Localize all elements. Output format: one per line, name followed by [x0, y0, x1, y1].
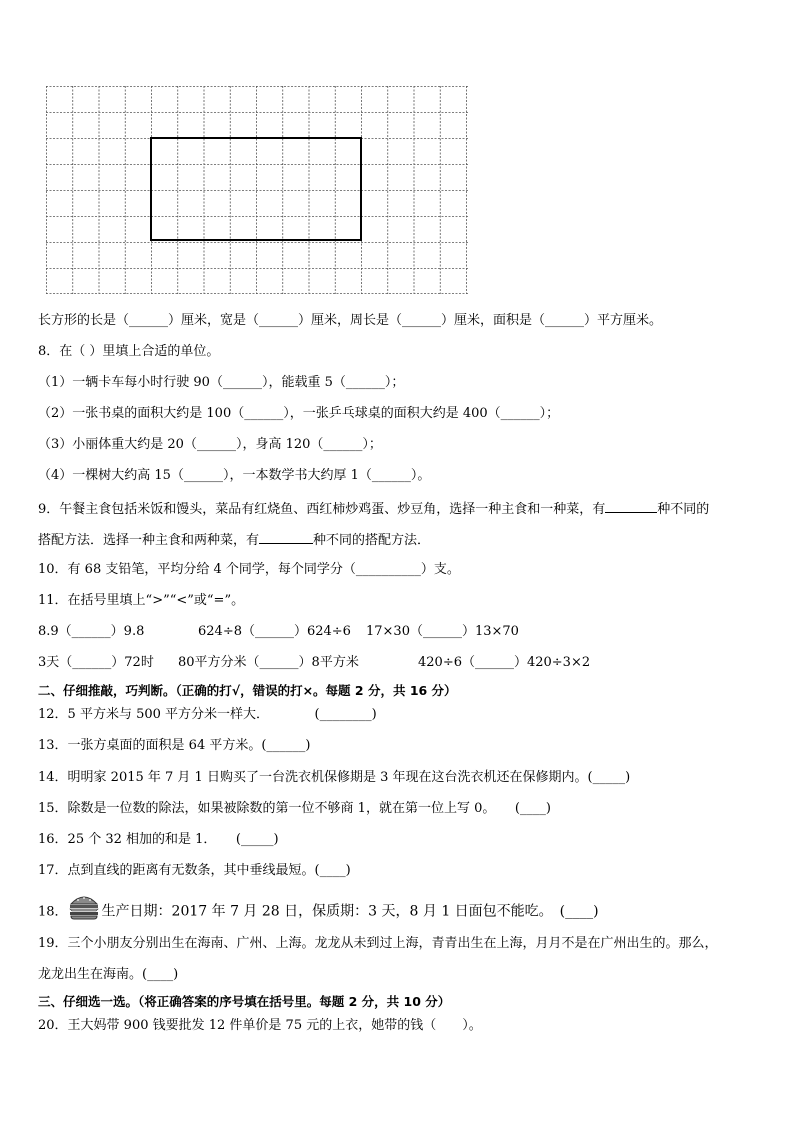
- q14-question: 14．明明家 2015 年 7 月 1 日购买了一台洗衣机保修期是 3 年现在这台洗衣机还在保修期内。(_____): [38, 770, 631, 785]
- q18-text: 生产日期：2017 年 7 月 28 日，保质期：3 天，8 月 1 日面包不能吃。 (____): [101, 903, 599, 920]
- q9-text-c: 搭配方法．选择一种主食和两种菜，有: [38, 533, 260, 548]
- q11-row-2: [38, 654, 590, 672]
- q11-row-1: [38, 623, 519, 641]
- q11-compare-1: 8.9（______）9.8: [38, 624, 145, 639]
- q15-question: 15．除数是一位数的除法，如果被除数的第一位不够商 1，就在第一位上写 0。 (____): [38, 801, 551, 816]
- q9-text-b: 种不同的: [657, 502, 710, 517]
- q9-line-2: [38, 530, 430, 550]
- q18-label: 18．: [38, 904, 68, 920]
- q12-question: 12．5 平方米与 500 平方分米一样大． (________): [38, 707, 377, 722]
- q13-question: 13．一张方桌面的面积是 64 平方米。(______): [38, 738, 311, 753]
- grid-rectangle-diagram: [46, 86, 468, 294]
- q9-blank-1[interactable]: [605, 499, 657, 513]
- q10-question: 10．有 68 支铅笔，平均分给 4 个同学，每个同学分（__________）支。: [38, 562, 460, 577]
- q8-item-2: （2）一张书桌的面积大约是 100（______），一张乒乓球桌的面积大约是 400（______）；: [38, 406, 560, 421]
- q19-line-2: 龙龙出生在海南。(____): [38, 967, 179, 982]
- grid-figure: [46, 86, 468, 298]
- burger-icon: [68, 892, 100, 932]
- q9-blank-2[interactable]: [259, 530, 313, 544]
- q9-line-1: [38, 499, 709, 519]
- section-3-heading: 三、仔细选一选。（将正确答案的序号填在括号里。每题 2 分，共 10 分）: [38, 994, 451, 1009]
- q11-compare-2: 624÷8（______）624÷6: [198, 624, 351, 639]
- q11-compare-5: 80平方分米（______）8平方米: [178, 655, 359, 670]
- q17-question: 17．点到直线的距离有无数条，其中垂线最短。(____): [38, 863, 351, 878]
- q11-compare-6: 420÷6（______）420÷3×2: [418, 655, 591, 670]
- q18-question: [38, 892, 599, 932]
- q19-line-1: 19．三个小朋友分别出生在海南、广州、上海。龙龙从未到过上海，青青出生在上海，月月不是在广州出生的。那么，: [38, 936, 718, 951]
- q16-question: 16．25 个 32 相加的和是 1． (_____): [38, 832, 279, 847]
- q8-item-3: （3）小丽体重大约是 20（______），身高 120（______）；: [38, 437, 382, 452]
- q8-item-4: （4）一棵树大约高 15（______），一本数学书大约厚 1（______）。: [38, 468, 431, 483]
- q7-question: 长方形的长是（______）厘米，宽是（______）厘米，周长是（______）厘米，面积是（______）平方厘米。: [38, 313, 663, 328]
- rectangle-shape: [151, 138, 361, 240]
- q20-question: 20．王大妈带 900 钱要批发 12 件单价是 75 元的上衣，她带的钱（ ）。: [38, 1018, 482, 1033]
- q11-title: 11．在括号里填上“>”“<”或“=”。: [38, 593, 245, 608]
- q11-compare-3: 17×30（______）13×70: [366, 624, 519, 639]
- q9-text-a: 9．午餐主食包括米饭和馒头，菜品有红烧鱼、西红柿炒鸡蛋、炒豆角，选择一种主食和一种菜，有: [38, 502, 606, 517]
- q11-compare-4: 3天（______）72时: [38, 655, 154, 670]
- section-2-heading: 二、仔细推敲，巧判断。（正确的打√，错误的打×。每题 2 分，共 16 分）: [38, 683, 457, 698]
- q8-item-1: （1）一辆卡车每小时行驶 90（______），能载重 5（______）；: [38, 375, 405, 390]
- q8-title: 8．在（ ）里填上合适的单位。: [38, 344, 220, 359]
- q9-text-d: 种不同的搭配方法．: [313, 533, 431, 548]
